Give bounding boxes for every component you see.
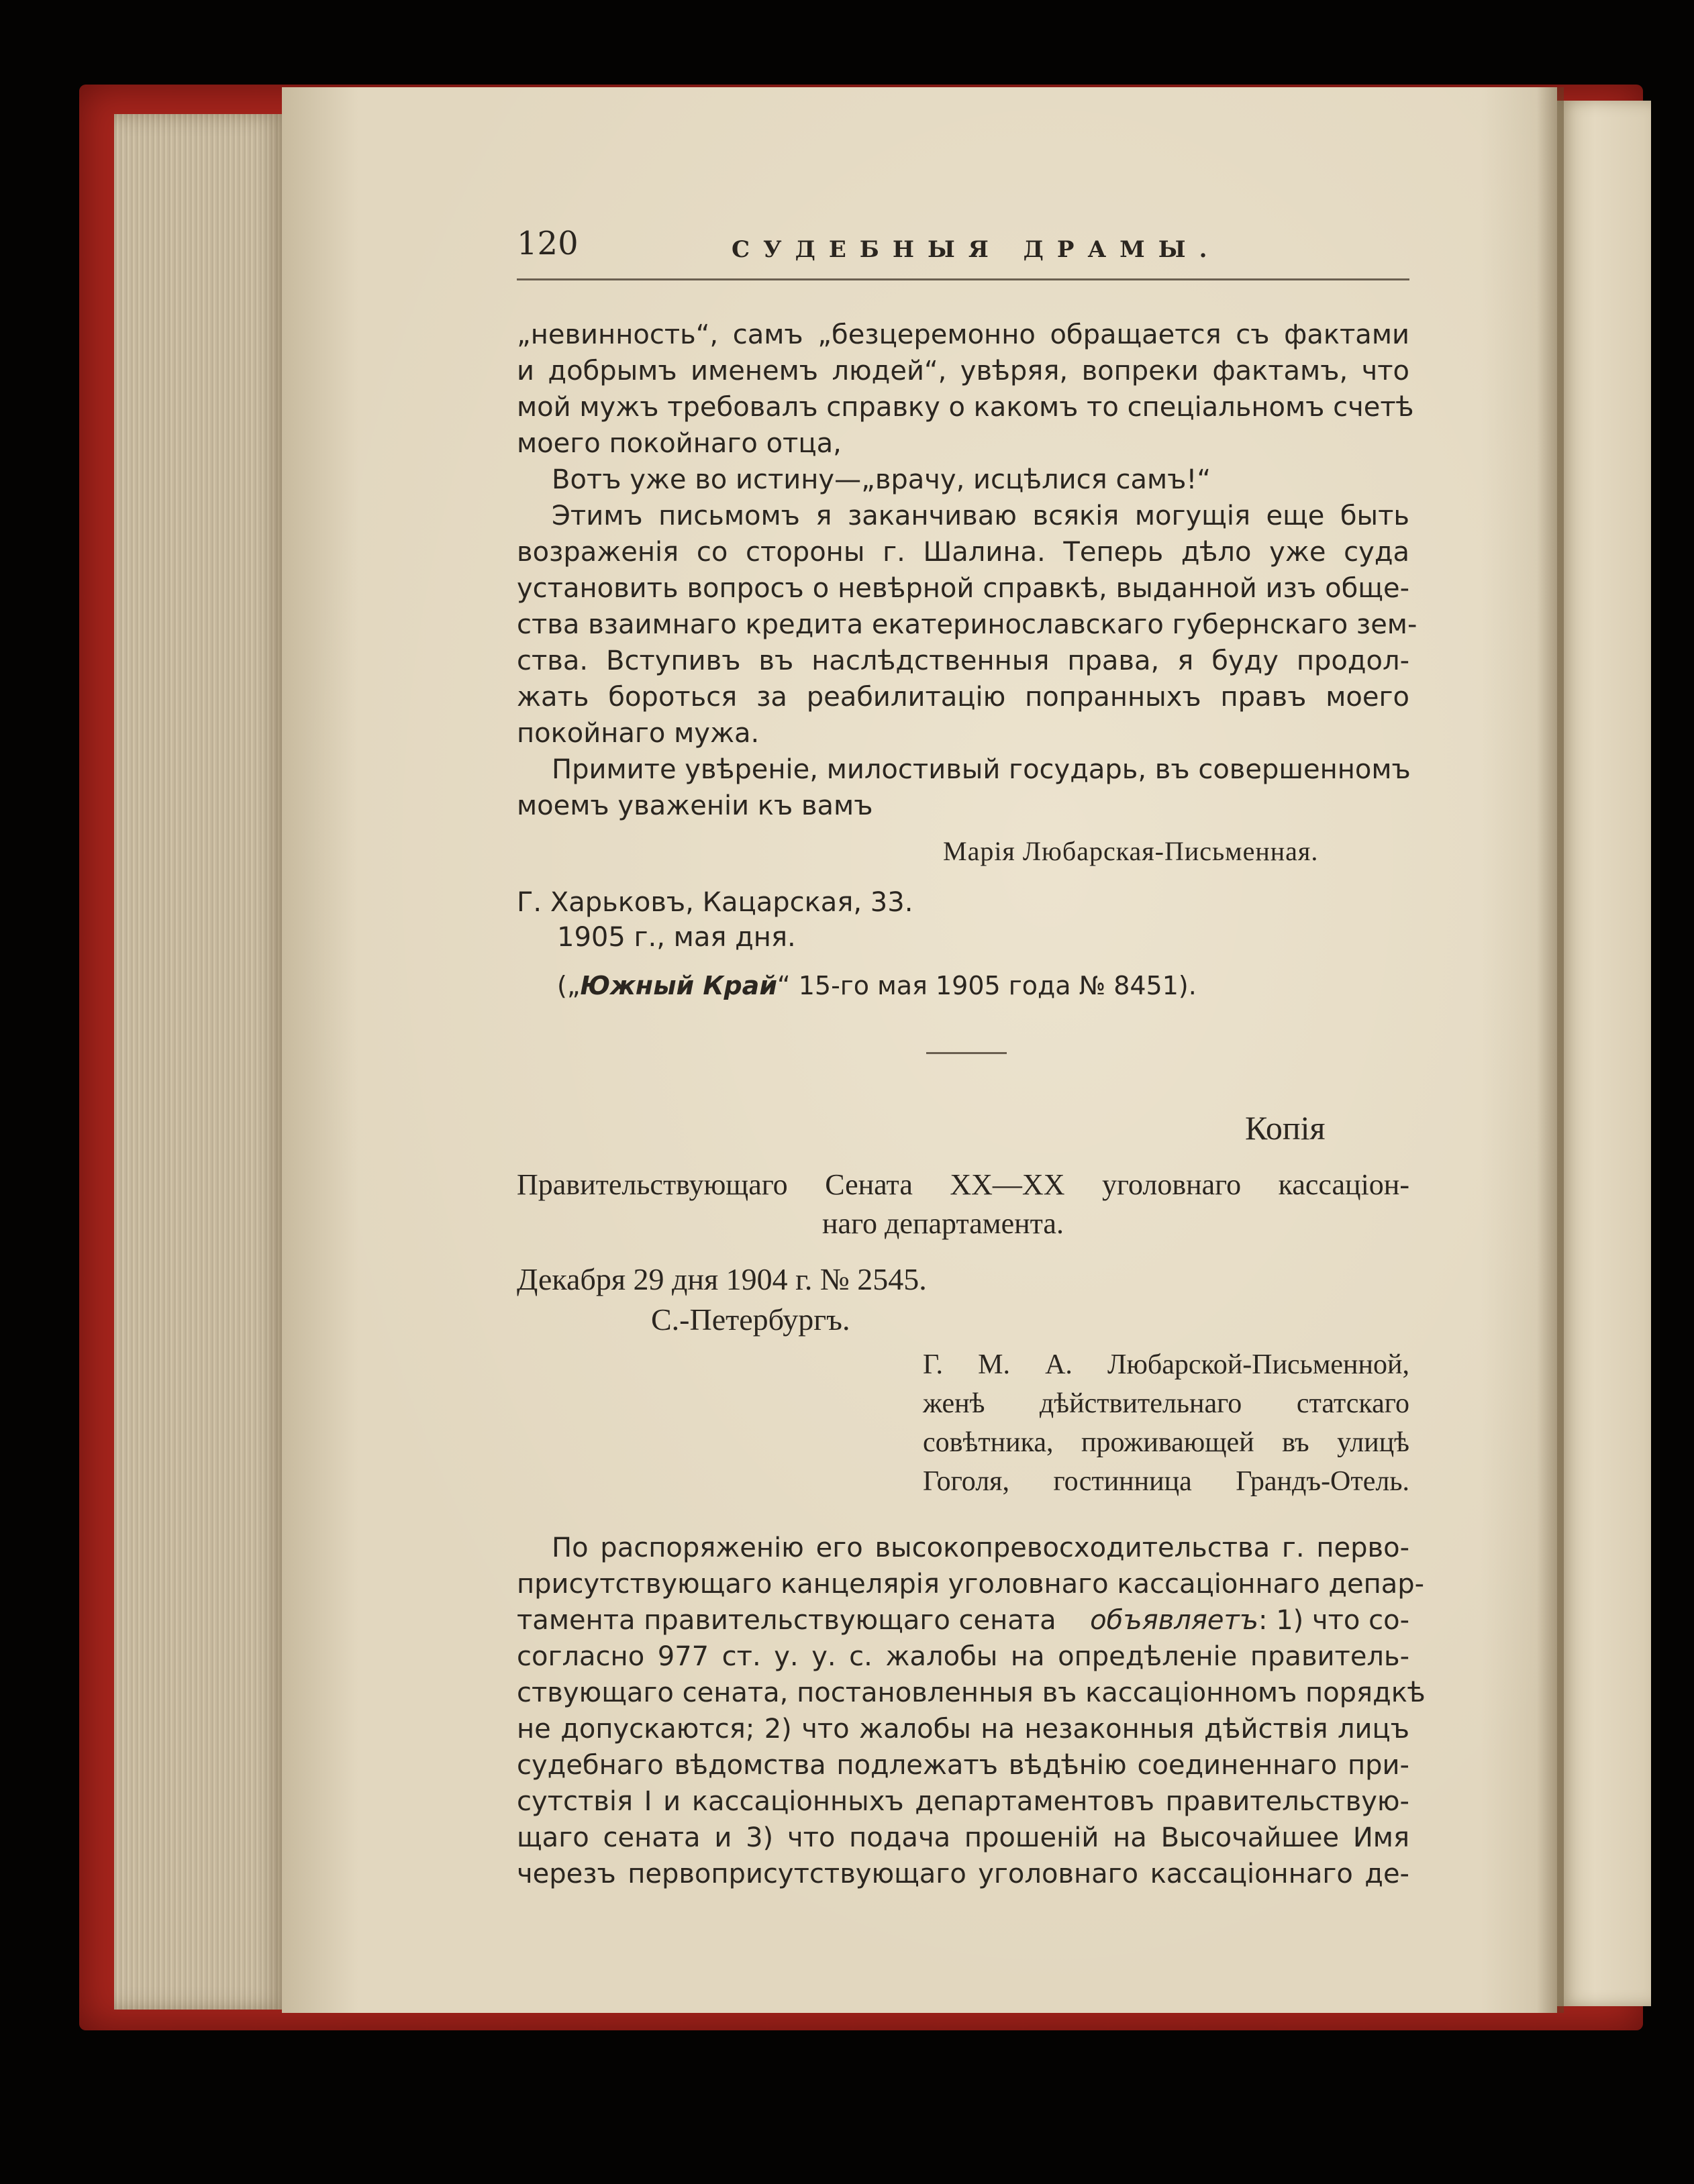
signature: Марія Любарская-Письменная. (943, 836, 1319, 866)
text-line: ства взаимнаго кредита екатеринославскаго губернскаго зем- (517, 609, 1417, 640)
text-line: Вотъ уже во истину—„врачу, исцѣлися самъ!“ (552, 464, 1211, 495)
text-line: мой мужъ требовалъ справку о какомъ то спеціальномъ счетѣ (517, 392, 1414, 423)
book-page (282, 87, 1557, 2013)
copy-date: Декабря 29 дня 1904 г. № 2545. (517, 1262, 927, 1296)
addressee-line: совѣтника, проживающей въ улицѣ (923, 1427, 1409, 1458)
text-line: черезъ первоприсутствующаго уголовнаго кассаціоннаго де- (517, 1859, 1409, 1889)
letter-date: 1905 г., мая дня. (557, 922, 796, 953)
text-line: Правительствующаго Сената ХХ—ХХ уголовнаго кассаціон- (517, 1168, 1409, 1201)
text-line: щаго сената и 3) что подача прошеній на Высочайшее Имя (517, 1822, 1409, 1853)
text-line: согласно 977 ст. у. у. с. жалобы на опредѣленіе правитель- (517, 1641, 1409, 1672)
section-divider (926, 1052, 1007, 1054)
addressee-line: женѣ дѣйствительнаго статскаго (923, 1388, 1409, 1419)
text-line: Примите увѣреніе, милостивый государь, въ совершенномъ (552, 754, 1411, 785)
addressee-line: Г. М. А. Любарской-Письменной, (923, 1349, 1409, 1380)
facing-page-edge (1557, 101, 1651, 2006)
text-line: сутствія I и кассаціонныхъ департаментовъ правительствую- (517, 1786, 1409, 1817)
text-line: ства. Вступивъ въ наслѣдственныя права, я буду продол- (517, 645, 1409, 676)
text-line: возраженія со стороны г. Шалина. Теперь дѣло уже суда (517, 537, 1409, 568)
text-line: присутствующаго канцелярія уголовнаго кассаціоннаго депар- (517, 1569, 1425, 1600)
text-line: судебнаго вѣдомства подлежатъ вѣдѣнію соединеннаго при- (517, 1750, 1409, 1781)
source-citation: („Южный Край“ 15-го мая 1905 года № 8451). (557, 971, 1197, 1000)
text-line: не допускаются; 2) что жалобы на незаконныя дѣйствія лицъ (517, 1714, 1409, 1745)
page-edges (114, 114, 289, 2010)
text-line: жать бороться за реабилитацію попранныхъ правъ моего (517, 682, 1409, 713)
text-line: покойнаго мужа. (517, 718, 760, 749)
header-rule (517, 278, 1409, 280)
text-line: моемъ уваженіи къ вамъ (517, 790, 873, 821)
page-number: 120 (517, 225, 579, 262)
text-line: По распоряженію его высокопревосходительства г. перво- (552, 1532, 1409, 1563)
addressee-line: Гоголя, гостинница Грандъ-Отель. (923, 1466, 1409, 1497)
text-line: наго департамента. (822, 1207, 1064, 1240)
running-title: СУДЕБНЫЯ ДРАМЫ. (732, 236, 1221, 263)
text-line: Этимъ письмомъ я заканчиваю всякія могущія еще быть (552, 501, 1409, 531)
copy-city: С.-Петербургъ. (651, 1302, 850, 1337)
text-line: ствующаго сената, постановленныя въ кассаціонномъ порядкѣ (517, 1677, 1426, 1708)
text-line: „невинность“, самъ „безцеремонно обращается съ фактами (517, 319, 1409, 350)
copy-heading: Копія (1245, 1109, 1326, 1147)
page-gutter-shadow (1537, 87, 1564, 2013)
address: Г. Харьковъ, Кацарская, 33. (517, 887, 913, 918)
text-line: установить вопросъ о невѣрной справкѣ, выданной изъ обще- (517, 573, 1409, 604)
text-line: и добрымъ именемъ людей“, увѣряя, вопреки фактамъ, что (517, 356, 1409, 386)
text-line: тамента правительствующаго сената объявляетъ: 1) что со- (517, 1605, 1409, 1636)
text-line: моего покойнаго отца, (517, 428, 842, 459)
